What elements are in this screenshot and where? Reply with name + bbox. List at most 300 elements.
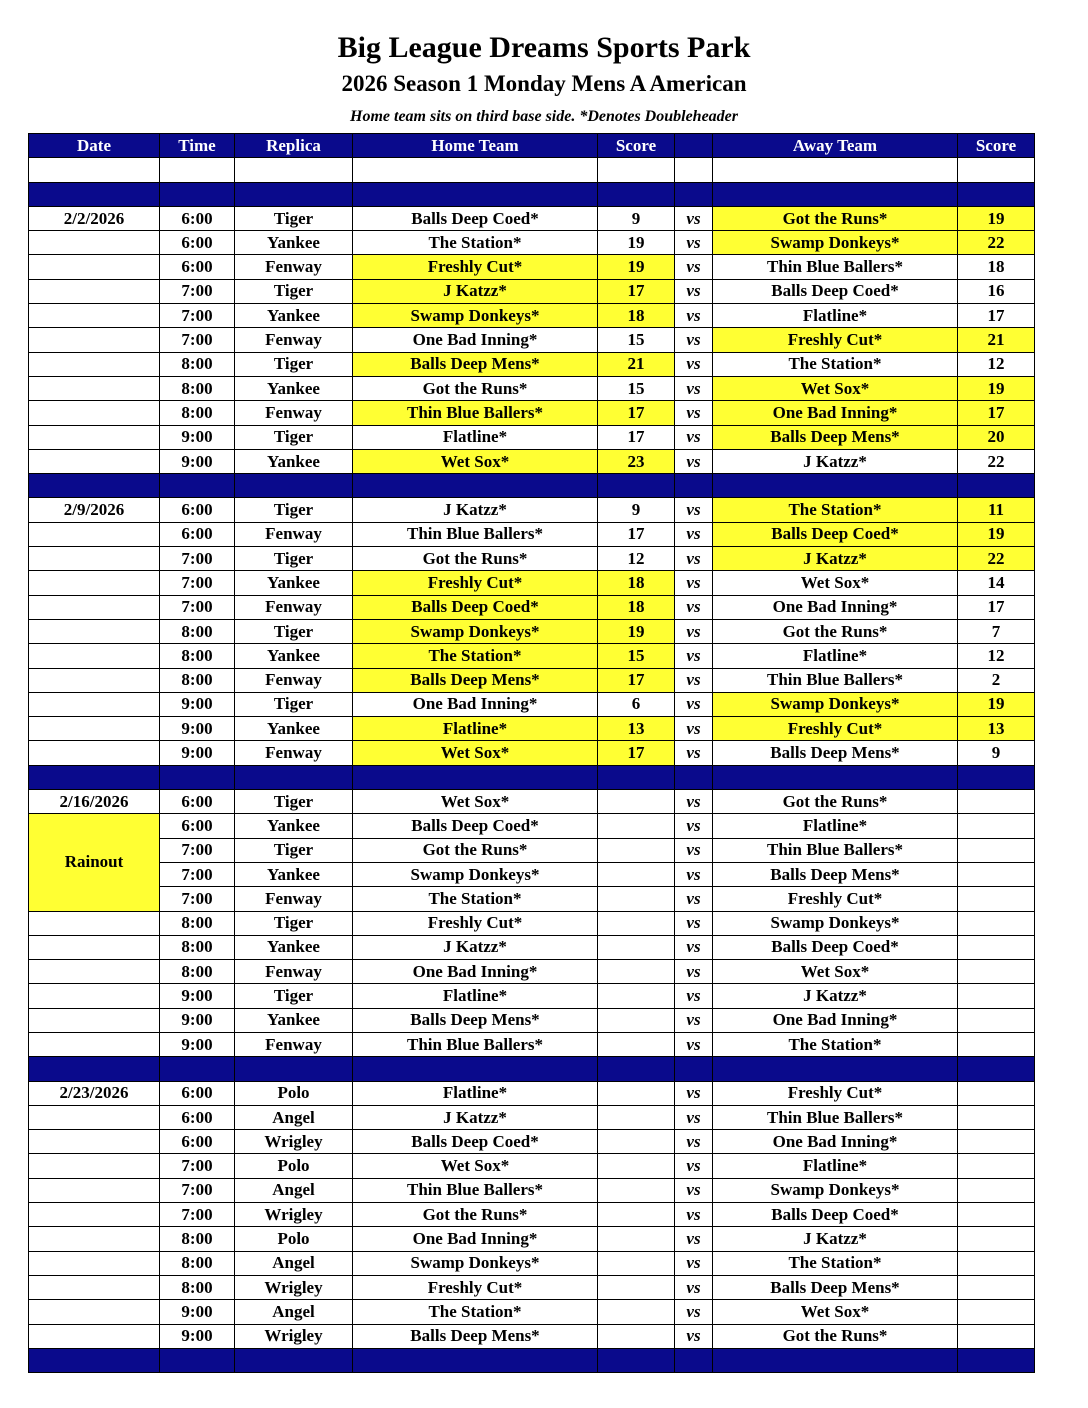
game-row [29, 984, 1035, 1008]
game-row [29, 1081, 1035, 1105]
game-row [29, 1130, 1035, 1154]
away-score: 7 [958, 619, 1035, 643]
date-cell [29, 1032, 160, 1056]
separator-cell [675, 474, 713, 498]
home-score [598, 960, 675, 984]
home-score: 18 [598, 595, 675, 619]
away-team: Freshly Cut* [713, 887, 958, 911]
field-name: Yankee [235, 376, 353, 400]
separator-cell [29, 474, 160, 498]
field-name: Yankee [235, 862, 353, 886]
away-team: J Katzz* [713, 984, 958, 1008]
home-team: Swamp Donkeys* [353, 619, 598, 643]
game-row [29, 1105, 1035, 1129]
date-cell [29, 352, 160, 376]
vs-label: vs [675, 279, 713, 303]
game-row [29, 960, 1035, 984]
game-time: 9:00 [160, 1300, 235, 1324]
away-team: Wet Sox* [713, 960, 958, 984]
vs-label: vs [675, 595, 713, 619]
field-name: Wrigley [235, 1130, 353, 1154]
home-score [598, 1130, 675, 1154]
blank-cell [235, 158, 353, 182]
away-team: Balls Deep Mens* [713, 862, 958, 886]
game-time: 8:00 [160, 644, 235, 668]
away-score [958, 935, 1035, 959]
game-row [29, 304, 1035, 328]
game-time: 6:00 [160, 255, 235, 279]
game-row [29, 498, 1035, 522]
away-team: Wet Sox* [713, 571, 958, 595]
away-team: Got the Runs* [713, 1324, 958, 1348]
home-score [598, 1105, 675, 1129]
game-row [29, 376, 1035, 400]
separator-cell [713, 1057, 958, 1081]
home-score [598, 838, 675, 862]
game-time: 8:00 [160, 1251, 235, 1275]
game-row [29, 547, 1035, 571]
date-cell [29, 571, 160, 595]
home-team: J Katzz* [353, 935, 598, 959]
field-name: Yankee [235, 304, 353, 328]
game-time: 8:00 [160, 376, 235, 400]
separator-row [29, 474, 1035, 498]
vs-label: vs [675, 741, 713, 765]
game-row [29, 1008, 1035, 1032]
vs-label: vs [675, 862, 713, 886]
away-score: 22 [958, 547, 1035, 571]
game-row [29, 595, 1035, 619]
field-name: Angel [235, 1300, 353, 1324]
away-team: One Bad Inning* [713, 1130, 958, 1154]
home-team: Freshly Cut* [353, 571, 598, 595]
home-score: 13 [598, 717, 675, 741]
home-team: Flatline* [353, 984, 598, 1008]
field-name: Tiger [235, 352, 353, 376]
home-team: Flatline* [353, 717, 598, 741]
away-score: 13 [958, 717, 1035, 741]
home-team: J Katzz* [353, 1105, 598, 1129]
separator-cell [958, 1348, 1035, 1372]
separator-cell [160, 474, 235, 498]
separator-cell [235, 1057, 353, 1081]
vs-label: vs [675, 1008, 713, 1032]
home-score: 19 [598, 619, 675, 643]
game-row [29, 644, 1035, 668]
game-row [29, 352, 1035, 376]
game-row [29, 425, 1035, 449]
home-team: Flatline* [353, 1081, 598, 1105]
away-score: 21 [958, 328, 1035, 352]
home-team: Balls Deep Mens* [353, 1324, 598, 1348]
game-row [29, 1032, 1035, 1056]
field-name: Polo [235, 1227, 353, 1251]
vs-label: vs [675, 571, 713, 595]
home-team: The Station* [353, 1300, 598, 1324]
game-row [29, 231, 1035, 255]
home-score [598, 790, 675, 814]
separator-cell [160, 765, 235, 789]
game-row [29, 1275, 1035, 1299]
away-team: Balls Deep Coed* [713, 935, 958, 959]
away-team: Got the Runs* [713, 790, 958, 814]
date-cell [29, 304, 160, 328]
home-team: Balls Deep Mens* [353, 1008, 598, 1032]
vs-label: vs [675, 1105, 713, 1129]
separator-cell [160, 1348, 235, 1372]
home-team: Balls Deep Coed* [353, 814, 598, 838]
col-time: Time [160, 134, 235, 158]
away-score [958, 887, 1035, 911]
game-row [29, 206, 1035, 230]
home-team: One Bad Inning* [353, 960, 598, 984]
game-row [29, 1154, 1035, 1178]
date-cell [29, 1105, 160, 1129]
away-score [958, 838, 1035, 862]
home-score [598, 1300, 675, 1324]
week-date: 2/23/2026 [29, 1081, 160, 1105]
home-score [598, 1324, 675, 1348]
away-score [958, 911, 1035, 935]
vs-label: vs [675, 376, 713, 400]
date-cell [29, 1300, 160, 1324]
week-date: 2/9/2026 [29, 498, 160, 522]
home-team: Balls Deep Mens* [353, 352, 598, 376]
separator-cell [598, 182, 675, 206]
away-score [958, 1275, 1035, 1299]
home-score [598, 984, 675, 1008]
field-name: Yankee [235, 449, 353, 473]
home-score [598, 1154, 675, 1178]
separator-cell [598, 474, 675, 498]
vs-label: vs [675, 255, 713, 279]
home-team: Thin Blue Ballers* [353, 401, 598, 425]
separator-cell [29, 1057, 160, 1081]
separator-cell [235, 182, 353, 206]
away-score: 18 [958, 255, 1035, 279]
game-row [29, 619, 1035, 643]
home-score: 21 [598, 352, 675, 376]
away-score: 19 [958, 376, 1035, 400]
separator-cell [235, 765, 353, 789]
game-row [29, 255, 1035, 279]
field-name: Tiger [235, 425, 353, 449]
week-date: 2/2/2026 [29, 206, 160, 230]
game-time: 6:00 [160, 790, 235, 814]
date-cell [29, 717, 160, 741]
field-name: Fenway [235, 522, 353, 546]
away-score [958, 1227, 1035, 1251]
away-score: 16 [958, 279, 1035, 303]
vs-label: vs [675, 352, 713, 376]
rainout-status: Rainout [29, 814, 160, 911]
away-team: Freshly Cut* [713, 328, 958, 352]
separator-cell [598, 765, 675, 789]
home-score: 15 [598, 376, 675, 400]
separator-cell [353, 1348, 598, 1372]
home-score: 17 [598, 425, 675, 449]
home-team: Wet Sox* [353, 449, 598, 473]
date-cell [29, 1178, 160, 1202]
away-team: Flatline* [713, 1154, 958, 1178]
game-time: 6:00 [160, 1105, 235, 1129]
separator-cell [713, 474, 958, 498]
away-team: Swamp Donkeys* [713, 692, 958, 716]
away-team: Freshly Cut* [713, 717, 958, 741]
away-team: The Station* [713, 498, 958, 522]
away-score: 11 [958, 498, 1035, 522]
home-score: 9 [598, 498, 675, 522]
date-cell [29, 231, 160, 255]
away-team: The Station* [713, 352, 958, 376]
away-score [958, 1251, 1035, 1275]
date-cell [29, 741, 160, 765]
home-score [598, 1227, 675, 1251]
date-cell [29, 522, 160, 546]
game-row [29, 692, 1035, 716]
separator-cell [675, 182, 713, 206]
separator-cell [353, 474, 598, 498]
vs-label: vs [675, 1300, 713, 1324]
home-score [598, 1178, 675, 1202]
home-team: One Bad Inning* [353, 328, 598, 352]
date-cell [29, 401, 160, 425]
game-row [29, 449, 1035, 473]
game-time: 7:00 [160, 279, 235, 303]
game-time: 9:00 [160, 984, 235, 1008]
game-time: 8:00 [160, 960, 235, 984]
vs-label: vs [675, 984, 713, 1008]
game-time: 6:00 [160, 498, 235, 522]
home-team: One Bad Inning* [353, 692, 598, 716]
game-time: 9:00 [160, 741, 235, 765]
blank-cell [160, 158, 235, 182]
away-score [958, 1130, 1035, 1154]
game-row [29, 1203, 1035, 1227]
home-team: Got the Runs* [353, 1203, 598, 1227]
week-date: 2/16/2026 [29, 790, 160, 814]
game-time: 9:00 [160, 692, 235, 716]
away-score: 17 [958, 304, 1035, 328]
vs-label: vs [675, 911, 713, 935]
separator-cell [713, 182, 958, 206]
game-time: 7:00 [160, 1203, 235, 1227]
vs-label: vs [675, 619, 713, 643]
vs-label: vs [675, 1251, 713, 1275]
game-time: 8:00 [160, 911, 235, 935]
game-row [29, 790, 1035, 814]
separator-cell [160, 1057, 235, 1081]
game-row [29, 1227, 1035, 1251]
separator-cell [29, 1348, 160, 1372]
field-name: Polo [235, 1081, 353, 1105]
away-team: Swamp Donkeys* [713, 231, 958, 255]
date-cell [29, 279, 160, 303]
field-name: Tiger [235, 911, 353, 935]
vs-label: vs [675, 1324, 713, 1348]
field-name: Wrigley [235, 1324, 353, 1348]
home-score [598, 1032, 675, 1056]
game-time: 7:00 [160, 1154, 235, 1178]
game-row [29, 1300, 1035, 1324]
vs-label: vs [675, 1178, 713, 1202]
date-cell [29, 547, 160, 571]
away-score: 19 [958, 692, 1035, 716]
home-score: 6 [598, 692, 675, 716]
home-score [598, 1203, 675, 1227]
date-cell [29, 1130, 160, 1154]
home-score: 17 [598, 401, 675, 425]
vs-label: vs [675, 935, 713, 959]
home-score: 15 [598, 644, 675, 668]
away-score [958, 1300, 1035, 1324]
game-time: 9:00 [160, 1324, 235, 1348]
field-name: Yankee [235, 644, 353, 668]
game-time: 6:00 [160, 522, 235, 546]
game-row [29, 571, 1035, 595]
away-team: The Station* [713, 1251, 958, 1275]
away-team: Wet Sox* [713, 1300, 958, 1324]
col-home-score: Score [598, 134, 675, 158]
away-team: J Katzz* [713, 1227, 958, 1251]
home-team: Balls Deep Mens* [353, 668, 598, 692]
home-team: Swamp Donkeys* [353, 304, 598, 328]
field-name: Fenway [235, 668, 353, 692]
away-score [958, 814, 1035, 838]
away-team: J Katzz* [713, 449, 958, 473]
field-name: Fenway [235, 255, 353, 279]
away-score [958, 1203, 1035, 1227]
vs-label: vs [675, 206, 713, 230]
blank-cell [598, 158, 675, 182]
blank-cell [353, 158, 598, 182]
schedule-note: Home team sits on third base side. *Denotes Doubleheader [350, 108, 738, 125]
vs-label: vs [675, 814, 713, 838]
vs-label: vs [675, 425, 713, 449]
separator-cell [958, 765, 1035, 789]
separator-cell [598, 1348, 675, 1372]
home-team: Swamp Donkeys* [353, 862, 598, 886]
away-score: 12 [958, 352, 1035, 376]
game-time: 9:00 [160, 425, 235, 449]
date-cell [29, 984, 160, 1008]
game-time: 7:00 [160, 838, 235, 862]
header-row [29, 134, 1035, 158]
game-row [29, 911, 1035, 935]
away-score: 20 [958, 425, 1035, 449]
away-team: Balls Deep Mens* [713, 741, 958, 765]
field-name: Yankee [235, 571, 353, 595]
home-score: 19 [598, 231, 675, 255]
game-row [29, 838, 1035, 862]
home-score: 18 [598, 571, 675, 595]
schedule-subtitle: 2026 Season 1 Monday Mens A American [341, 71, 747, 96]
vs-label: vs [675, 790, 713, 814]
game-time: 8:00 [160, 619, 235, 643]
game-time: 8:00 [160, 401, 235, 425]
away-score [958, 1178, 1035, 1202]
vs-label: vs [675, 1032, 713, 1056]
home-score: 17 [598, 668, 675, 692]
away-score: 17 [958, 401, 1035, 425]
vs-label: vs [675, 960, 713, 984]
game-row [29, 668, 1035, 692]
field-name: Yankee [235, 231, 353, 255]
game-time: 9:00 [160, 449, 235, 473]
vs-label: vs [675, 547, 713, 571]
home-score [598, 911, 675, 935]
field-name: Fenway [235, 401, 353, 425]
date-cell [29, 668, 160, 692]
separator-cell [958, 474, 1035, 498]
home-team: Thin Blue Ballers* [353, 1032, 598, 1056]
away-score: 22 [958, 449, 1035, 473]
vs-label: vs [675, 1227, 713, 1251]
away-team: Thin Blue Ballers* [713, 1105, 958, 1129]
field-name: Tiger [235, 619, 353, 643]
date-cell [29, 1227, 160, 1251]
game-time: 7:00 [160, 595, 235, 619]
game-time: 7:00 [160, 1178, 235, 1202]
game-time: 9:00 [160, 1008, 235, 1032]
home-score [598, 814, 675, 838]
schedule-table [28, 133, 1035, 1373]
away-score: 14 [958, 571, 1035, 595]
date-cell [29, 376, 160, 400]
home-score [598, 935, 675, 959]
away-team: Thin Blue Ballers* [713, 255, 958, 279]
field-name: Fenway [235, 887, 353, 911]
date-cell [29, 449, 160, 473]
away-team: Thin Blue Ballers* [713, 668, 958, 692]
away-score [958, 960, 1035, 984]
field-name: Tiger [235, 206, 353, 230]
home-team: Swamp Donkeys* [353, 1251, 598, 1275]
separator-cell [353, 182, 598, 206]
vs-label: vs [675, 522, 713, 546]
blank-cell [958, 158, 1035, 182]
date-cell [29, 1203, 160, 1227]
home-team: Wet Sox* [353, 741, 598, 765]
separator-cell [958, 1057, 1035, 1081]
col-away-score: Score [958, 134, 1035, 158]
field-name: Fenway [235, 328, 353, 352]
field-name: Angel [235, 1251, 353, 1275]
game-time: 9:00 [160, 717, 235, 741]
col-away-team: Away Team [713, 134, 958, 158]
home-team: J Katzz* [353, 498, 598, 522]
game-row [29, 279, 1035, 303]
away-score: 19 [958, 206, 1035, 230]
away-team: Got the Runs* [713, 619, 958, 643]
home-team: Wet Sox* [353, 1154, 598, 1178]
vs-label: vs [675, 449, 713, 473]
blank-row [29, 158, 1035, 182]
separator-cell [160, 182, 235, 206]
away-score [958, 790, 1035, 814]
home-score [598, 1251, 675, 1275]
game-time: 6:00 [160, 206, 235, 230]
away-team: Balls Deep Coed* [713, 522, 958, 546]
away-score [958, 1105, 1035, 1129]
vs-label: vs [675, 231, 713, 255]
blank-cell [675, 158, 713, 182]
game-row [29, 1178, 1035, 1202]
home-score: 15 [598, 328, 675, 352]
field-name: Angel [235, 1105, 353, 1129]
date-cell [29, 595, 160, 619]
game-time: 6:00 [160, 231, 235, 255]
